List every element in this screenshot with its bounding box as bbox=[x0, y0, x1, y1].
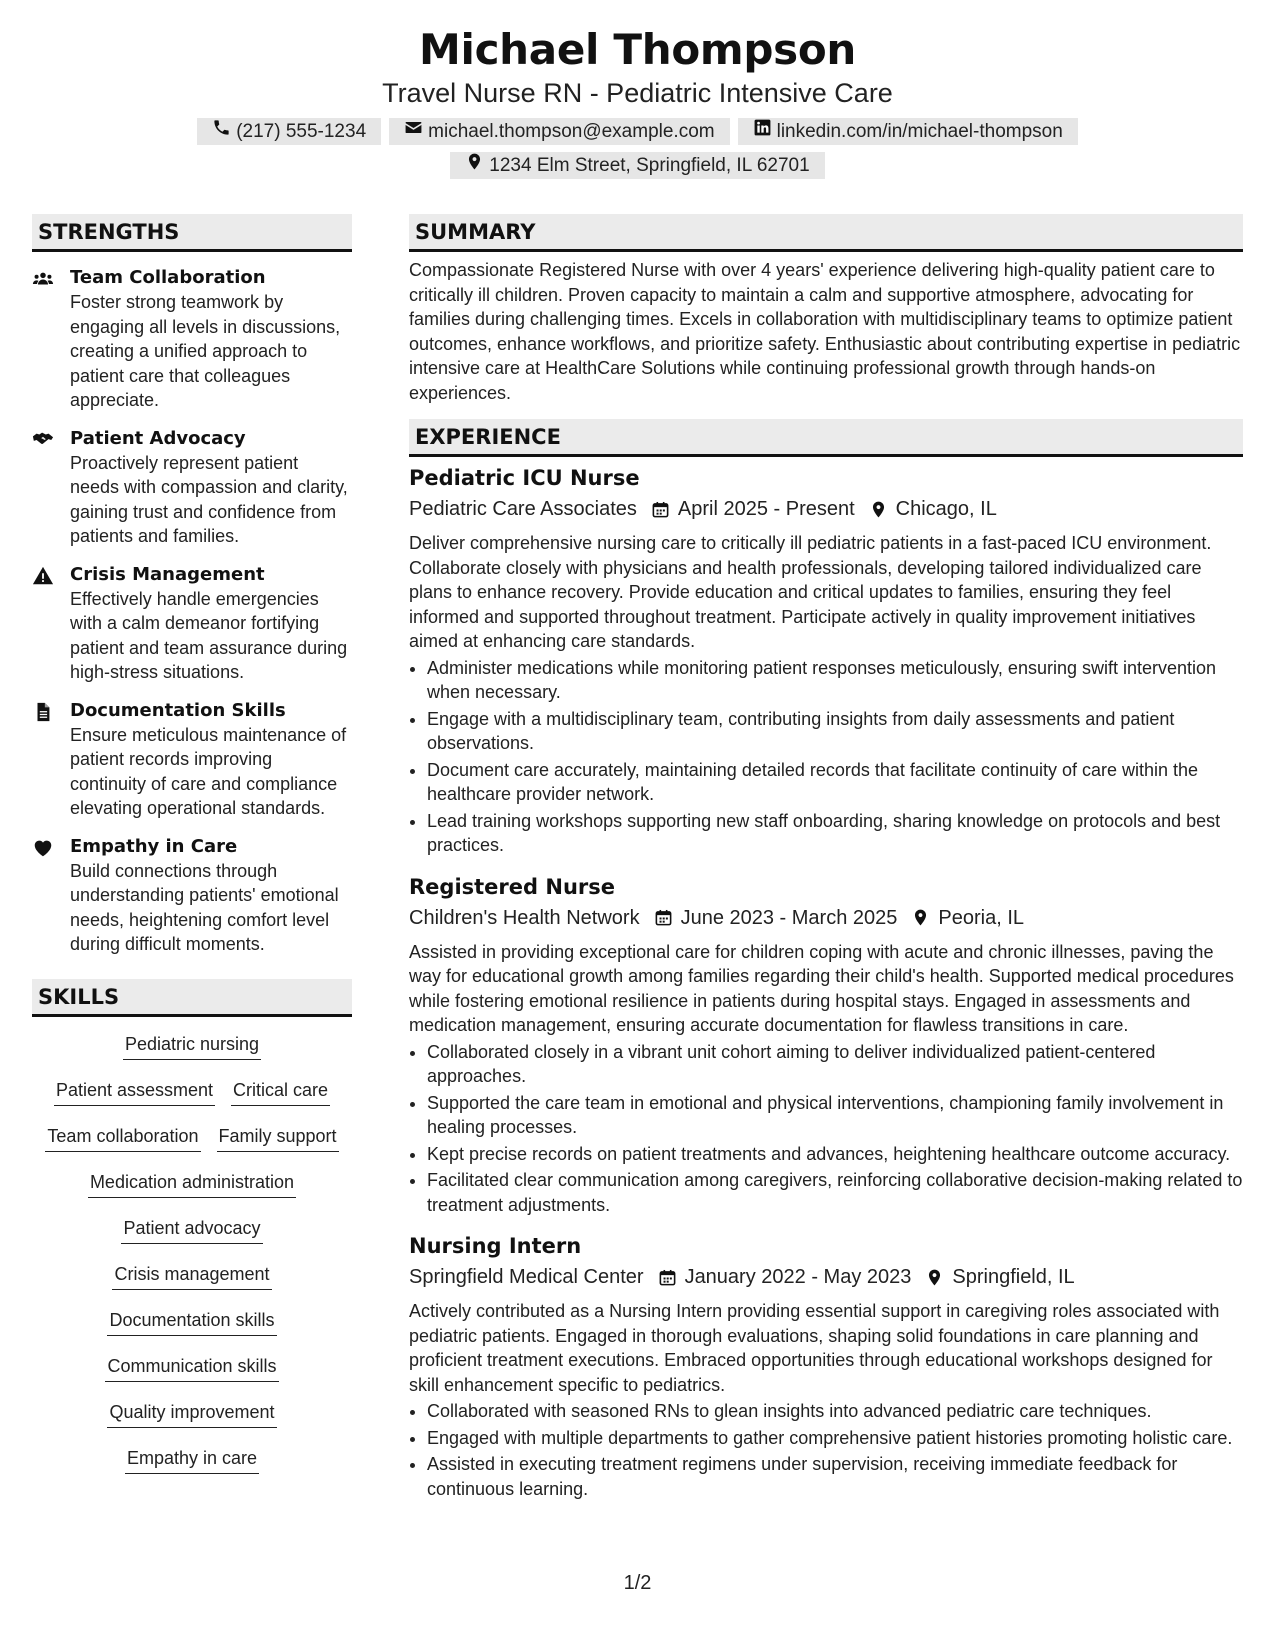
strength-desc: Build connections through understanding patients' emotional needs, heightening comfort level during difficult moments. bbox=[70, 860, 339, 954]
strength-desc: Effectively handle emergencies with a calm demeanor fortifying patient and team assurance during high-stress situations. bbox=[70, 588, 348, 682]
job-title: Pediatric ICU Nurse bbox=[409, 466, 640, 490]
job-entry bbox=[409, 463, 1243, 858]
list-item: • Facilitated clear communication among caregivers, reinforcing collaborative decision-making related to treatment adjustments. bbox=[427, 1168, 1243, 1217]
skill-tag: Pediatric nursing bbox=[123, 1031, 261, 1060]
list-item: • Supported the care team in emotional and physical interventions, championing family involvement in healing processes. bbox=[427, 1091, 1243, 1140]
strength-desc: Proactively represent patient needs with compassion and clarity, gaining trust and confidence from patients and families. bbox=[70, 452, 348, 546]
job-title: Nursing Intern bbox=[409, 1234, 582, 1258]
users-icon bbox=[32, 266, 70, 413]
job-dates: April 2025 - Present bbox=[677, 498, 855, 520]
strength-title: Documentation Skills bbox=[70, 699, 286, 721]
email-chip[interactable] bbox=[389, 118, 729, 145]
job-meta bbox=[409, 902, 1243, 934]
job-meta bbox=[409, 1261, 1243, 1293]
job-description: Actively contributed as a Nursing Intern providing essential support in caregiving roles associated with pediatric patients. Engaged in thorough evaluations, shaping solid foundations in care planning and proficient treatment executions. Embraced opportunities through educational workshops designed for skill enhancement specific to pediatrics. bbox=[409, 1301, 1220, 1395]
job-entry bbox=[409, 1231, 1243, 1501]
strength-desc: Foster strong teamwork by engaging all levels in discussions, creating a unified approach to patient care that colleagues appreciate. bbox=[70, 292, 341, 410]
envelope-icon bbox=[404, 118, 423, 145]
phone-text: (217) 555-1234 bbox=[236, 121, 367, 142]
strength-title: Patient Advocacy bbox=[70, 427, 246, 449]
experience-heading: EXPERIENCE bbox=[409, 419, 1243, 457]
summary-heading: SUMMARY bbox=[409, 214, 1243, 252]
list-item: • Engage with a multidisciplinary team, contributing insights from daily assessments and patient observations. bbox=[427, 707, 1243, 756]
job-entry bbox=[409, 872, 1243, 1218]
skill-tag: Critical care bbox=[231, 1077, 330, 1106]
map-pin-icon bbox=[925, 1268, 944, 1287]
skill-tag: Quality improvement bbox=[107, 1399, 276, 1428]
job-location: Peoria, IL bbox=[938, 906, 1024, 929]
strength-item bbox=[32, 266, 352, 413]
job-location: Chicago, IL bbox=[895, 498, 997, 520]
job-bullets bbox=[409, 1040, 1243, 1218]
skill-tag: Communication skills bbox=[105, 1353, 278, 1382]
resume-header bbox=[0, 0, 1275, 179]
job-description: Deliver comprehensive nursing care to critically ill pediatric patients in a fast-paced ICU environment. Collaborate closely with physicians and health professionals, developing tailored individualized care plans to enhance recovery. Provide education and critical updates to families, ensuring they feel informed and supported throughout treatment. Participate actively in quality improvement initiatives aimed at enhancing care standards. bbox=[409, 533, 1212, 651]
strength-item bbox=[32, 835, 352, 957]
strengths-heading: STRENGTHS bbox=[32, 214, 352, 252]
list-item: • Kept precise records on patient treatments and advances, heightening healthcare outcome accuracy. bbox=[427, 1142, 1243, 1167]
job-bullets bbox=[409, 1399, 1243, 1501]
strength-desc: Ensure meticulous maintenance of patient records improving continuity of care and compliance elevating operational standards. bbox=[70, 724, 347, 818]
job-title: Registered Nurse bbox=[409, 874, 615, 899]
strength-title: Crisis Management bbox=[70, 563, 265, 585]
skill-tag: Crisis management bbox=[112, 1261, 271, 1290]
linkedin-link[interactable]: linkedin.com/in/michael-thompson bbox=[776, 121, 1063, 142]
skill-tag: Documentation skills bbox=[107, 1307, 276, 1336]
map-pin-icon bbox=[911, 908, 930, 927]
job-company: Children's Health Network bbox=[409, 906, 640, 929]
job-dates: June 2023 - March 2025 bbox=[680, 906, 898, 929]
list-item: • Lead training workshops supporting new staff onboarding, sharing knowledge on protocols and best practices. bbox=[427, 809, 1243, 858]
candidate-name: Michael Thompson bbox=[418, 25, 857, 74]
map-pin-icon bbox=[465, 152, 484, 179]
linkedin-icon bbox=[753, 118, 772, 145]
strength-title: Team Collaboration bbox=[70, 267, 266, 288]
job-dates: January 2022 - May 2023 bbox=[684, 1266, 912, 1288]
heart-icon bbox=[32, 835, 70, 957]
skill-tag: Family support bbox=[217, 1123, 339, 1152]
job-company: Pediatric Care Associates bbox=[409, 498, 637, 520]
handshake-icon bbox=[32, 427, 70, 549]
candidate-title: Travel Nurse RN - Pediatric Intensive Care bbox=[382, 78, 893, 108]
skill-tag: Medication administration bbox=[88, 1169, 296, 1198]
list-item: • Engaged with multiple departments to gather comprehensive patient histories promoting holistic care. bbox=[427, 1426, 1243, 1451]
strength-item bbox=[32, 427, 352, 549]
left-column bbox=[32, 214, 352, 1491]
job-bullets bbox=[409, 656, 1243, 858]
job-description: Assisted in providing exceptional care for children coping with acute and chronic illnesses, paving the way for educational growth among families regarding their child's health. Supported medical procedures while fostering emotional resilience in patients during hospital stays. Engaged in assessments and medication management, ensuring accurate documentation for flawless transitions in care. bbox=[409, 941, 1234, 1035]
list-item: • Collaborated closely in a vibrant unit cohort aiming to deliver individualized patient-centered approaches. bbox=[427, 1040, 1243, 1089]
summary-text: Compassionate Registered Nurse with over 4 years' experience delivering high-quality patient care to critically ill children. Proven capacity to maintain a calm and supportive atmosphere, advocating for families during challenging times. Excels in collaboration with multidisciplinary teams to optimize patient outcomes, enhance workflows, and prioritize safety. Enthusiastic about contributing expertise in pediatric intensive care at HealthCare Solutions while continuing professional growth through hands-on experiences. bbox=[409, 260, 1241, 403]
skills-heading: SKILLS bbox=[32, 979, 352, 1017]
phone-chip bbox=[197, 118, 381, 145]
skill-tag: Patient assessment bbox=[54, 1077, 215, 1106]
calendar-icon bbox=[658, 1268, 677, 1287]
strength-item bbox=[32, 699, 352, 821]
skill-tag: Team collaboration bbox=[45, 1123, 200, 1152]
warning-icon bbox=[32, 563, 70, 685]
job-meta bbox=[409, 493, 1243, 525]
address-chip bbox=[450, 152, 824, 179]
address-text: 1234 Elm Street, Springfield, IL 62701 bbox=[489, 155, 810, 176]
skills-list bbox=[32, 1031, 352, 1491]
map-pin-icon bbox=[869, 500, 888, 519]
calendar-icon bbox=[651, 500, 670, 519]
list-item: • Assisted in executing treatment regimens under supervision, receiving immediate feedback for continuous learning. bbox=[427, 1452, 1243, 1501]
right-column bbox=[409, 214, 1243, 1503]
email-link[interactable]: michael.thompson@example.com bbox=[428, 121, 715, 142]
skill-tag: Empathy in care bbox=[125, 1445, 259, 1474]
linkedin-chip[interactable] bbox=[738, 118, 1078, 145]
contact-row bbox=[0, 118, 1275, 145]
strength-item bbox=[32, 563, 352, 685]
calendar-icon bbox=[654, 908, 673, 927]
list-item: • Document care accurately, maintaining detailed records that facilitate continuity of care within the healthcare provider network. bbox=[427, 758, 1243, 807]
strength-title: Empathy in Care bbox=[70, 835, 238, 857]
job-location: Springfield, IL bbox=[952, 1266, 1075, 1288]
job-company: Springfield Medical Center bbox=[409, 1266, 644, 1288]
document-icon bbox=[32, 699, 70, 821]
phone-icon bbox=[212, 118, 231, 145]
list-item: • Collaborated with seasoned RNs to glean insights into advanced pediatric care techniques. bbox=[427, 1399, 1243, 1424]
list-item: • Administer medications while monitoring patient responses meticulously, ensuring swift intervention when necessary. bbox=[427, 656, 1243, 705]
skill-tag: Patient advocacy bbox=[121, 1215, 262, 1244]
page-number: 1/2 bbox=[623, 1572, 652, 1594]
